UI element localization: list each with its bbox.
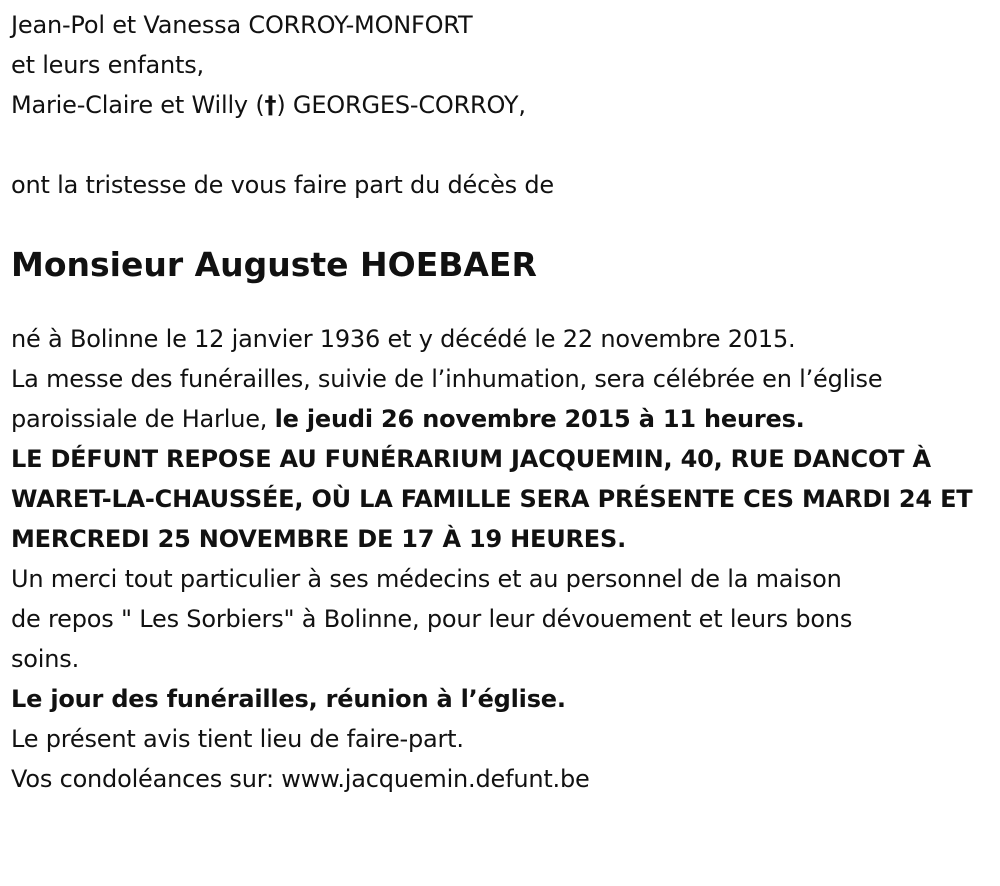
funeral-date: le jeudi 26 novembre 2015 à 11 heures. bbox=[274, 405, 805, 433]
thanks-line-2: de repos " Les Sorbiers" à Bolinne, pour leur dévouement et leurs bons bbox=[11, 605, 853, 633]
birth-death-text: né à Bolinne le 12 janvier 1936 et y décédé le 22 novembre 2015. bbox=[11, 325, 796, 353]
funeral-line-1: La messe des funérailles, suivie de l’inhumation, sera célébrée en l’église bbox=[11, 365, 883, 393]
family-block bbox=[11, 0, 993, 125]
family-line-1: Jean-Pol et Vanessa CORROY-MONFORT bbox=[11, 11, 473, 39]
visitation-paragraph bbox=[11, 439, 993, 559]
thanks-paragraph bbox=[11, 559, 993, 679]
family-line-3 bbox=[11, 85, 993, 125]
visitation-line-3: MERCREDI 25 NOVEMBRE DE 17 À 19 HEURES. bbox=[11, 525, 626, 553]
family-line-3-end: ) GEORGES-CORROY, bbox=[276, 91, 526, 119]
visitation-line-2: WARET-LA-CHAUSSÉE, OÙ LA FAMILLE SERA PRÉSENTE CES MARDI 24 ET bbox=[11, 485, 973, 513]
condolences-text: Vos condoléances sur: www.jacquemin.defunt.be bbox=[11, 765, 590, 793]
thanks-line-1: Un merci tout particulier à ses médecins et au personnel de la maison bbox=[11, 565, 842, 593]
cross-icon: † bbox=[264, 91, 277, 119]
thanks-line-3: soins. bbox=[11, 645, 79, 673]
funeral-line-2 bbox=[11, 399, 993, 439]
notice-text: Le présent avis tient lieu de faire-part. bbox=[11, 725, 464, 753]
family-line-2: et leurs enfants, bbox=[11, 51, 204, 79]
deceased-name: Monsieur Auguste HOEBAER bbox=[11, 245, 537, 284]
funeral-paragraph bbox=[11, 359, 993, 439]
funeral-location-text: paroissiale de Harlue, bbox=[11, 405, 275, 433]
intro-text: ont la tristesse de vous faire part du décès de bbox=[11, 171, 554, 199]
gathering-text: Le jour des funérailles, réunion à l’église. bbox=[11, 685, 566, 713]
visitation-line-1: LE DÉFUNT REPOSE AU FUNÉRARIUM JACQUEMIN, 40, RUE DANCOT À bbox=[11, 445, 931, 473]
obituary-notice bbox=[11, 0, 993, 799]
family-line-3-start: Marie-Claire et Willy ( bbox=[11, 91, 265, 119]
